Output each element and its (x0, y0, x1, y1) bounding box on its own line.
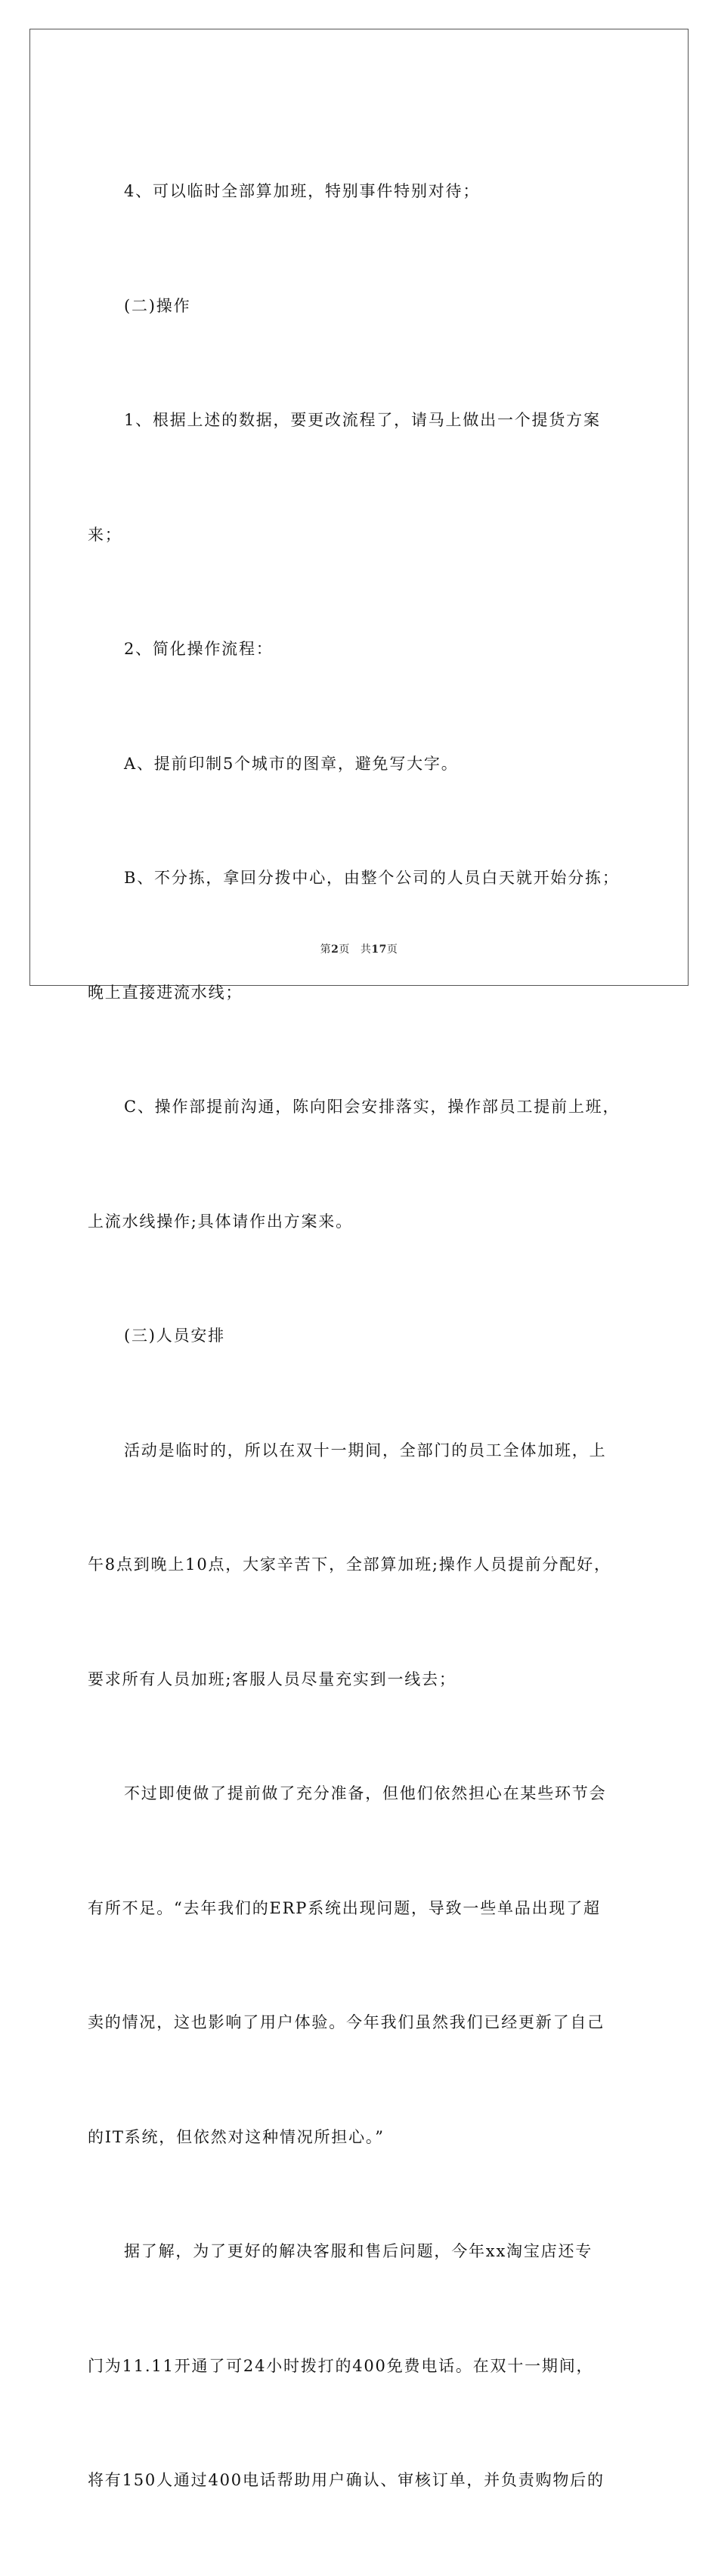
page-number: 2 (331, 944, 339, 956)
text-line: 上流水线操作;具体请作出方案来。 (88, 1212, 353, 1231)
section-heading-operations: (二)操作 (124, 296, 191, 315)
text-line: 有所不足。“去年我们的ERP系统出现问题，导致一些单品出现了超 (88, 1898, 601, 1917)
text-line: 的IT系统，但依然对这种情况所担心。” (88, 2127, 385, 2146)
text-line: 晚上直接进流水线； (88, 983, 243, 1002)
text-line: 卖的情况，这也影响了用户体验。今年我们虽然我们已经更新了自己 (88, 2013, 605, 2031)
total-pages: 17 (371, 944, 387, 956)
document-text (88, 96, 632, 2576)
text-line: C、操作部提前沟通，陈向阳会安排落实，操作部员工提前上班， (124, 1098, 621, 1116)
text-line: 不过即使做了提前做了充分准备，但他们依然担心在某些环节会 (124, 1784, 607, 1802)
text-line: 来； (88, 525, 122, 544)
text-line: 1、根据上述的数据，要更改流程了，请马上做出一个提货方案 (124, 411, 601, 429)
text-line: 将有150人通过400电话帮助用户确认、审核订单，并负责购物后的 (88, 2471, 605, 2489)
text-line: 据了解，为了更好的解决客服和售后问题，今年xx淘宝店还专 (124, 2242, 593, 2260)
page-label-prefix: 第 (320, 944, 332, 956)
text-line: 门为11.11开通了可24小时拨打的400免费电话。在双十一期间， (88, 2356, 594, 2375)
total-label-prefix: 共 (360, 944, 372, 956)
text-line: B、不分拣，拿回分拨中心，由整个公司的人员白天就开始分拣； (124, 869, 620, 887)
page-footer (0, 941, 718, 956)
text-line: A、提前印制5个城市的图章，避免写大字。 (124, 754, 459, 773)
text-line: 午8点到晚上10点，大家辛苦下，全部算加班;操作人员提前分配好， (88, 1555, 611, 1574)
section-heading-staffing: (三)人员安排 (124, 1327, 225, 1345)
text-line: 4、可以临时全部算加班，特别事件特别对待； (124, 182, 481, 200)
page-label-suffix: 页 (339, 944, 350, 956)
text-line: 活动是临时的，所以在双十一期间，全部门的员工全体加班，上 (124, 1441, 607, 1459)
text-line: 要求所有人员加班;客服人员尽量充实到一线去； (88, 1669, 456, 1688)
text-line: 2、简化操作流程： (124, 640, 274, 658)
total-label-suffix: 页 (386, 944, 398, 956)
document-body (88, 96, 632, 2576)
